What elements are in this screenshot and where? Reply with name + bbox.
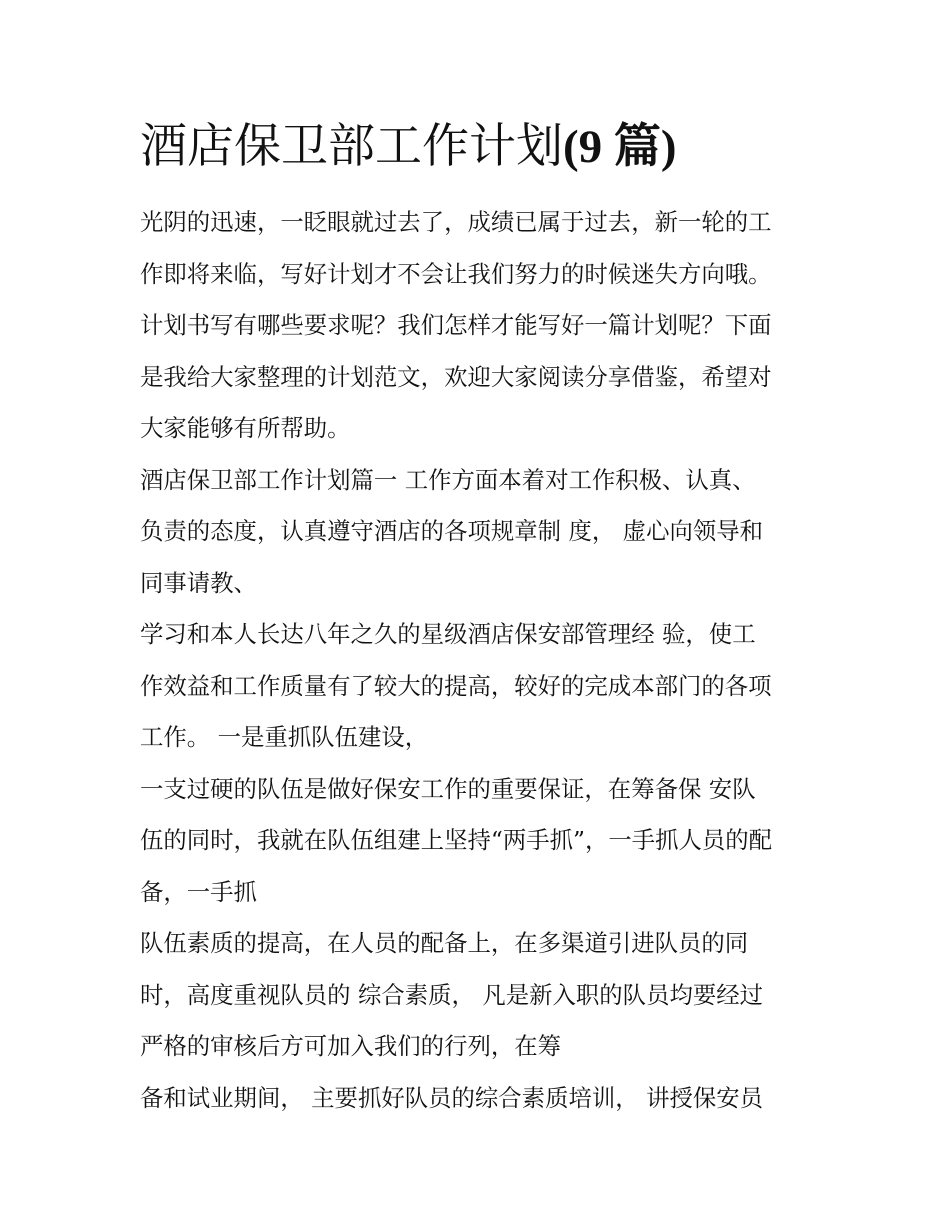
body-line: 作即将来临，写好计划才不会让我们努力的时候迷失方向哦。 <box>140 259 772 288</box>
body-line: 队伍素质的提高，在人员的配备上，在多渠道引进队员的同 <box>140 929 749 957</box>
body-line: 伍的同时，我就在队伍组建上坚持“两手抓”，一手抓人员的配 <box>140 826 773 854</box>
title-count: (9 篇) <box>563 121 677 173</box>
body-line: 同事请教、 <box>140 568 257 597</box>
body-line: 作效益和工作质量有了较大的提高，较好的完成本部门的各项 <box>140 671 772 700</box>
body-line: 一支过硬的队伍是做好保安工作的重要保证，在筹备保 安队 <box>140 774 756 803</box>
body-line: 备，一手抓 <box>140 877 257 906</box>
document-title <box>140 112 677 182</box>
body-line: 严格的审核后方可加入我们的行列，在筹 <box>140 1032 562 1060</box>
body-line: 学习和本人长达八年之久的星级酒店保安部管理经 验，使工 <box>140 620 756 648</box>
body-line: 大家能够有所帮助。 <box>140 414 351 442</box>
body-line: 负责的态度，认真遵守酒店的各项规章制 度， 虚心向领导和 <box>140 517 764 545</box>
body-line: 是我给大家整理的计划范文，欢迎大家阅读分享借鉴，希望对 <box>140 362 772 391</box>
document-body <box>140 197 820 1124</box>
body-line: 酒店保卫部工作计划篇一 工作方面本着对工作积极、认真、 <box>140 465 756 494</box>
body-line: 光阴的迅速，一眨眼就过去了，成绩已属于过去，新一轮的工 <box>140 208 772 236</box>
body-line: 时，高度重视队员的 综合素质， 凡是新入职的队员均要经过 <box>140 980 764 1009</box>
title-text: 酒店保卫部工作计划 <box>140 119 563 174</box>
body-line: 工作。 一是重抓队伍建设， <box>140 723 429 751</box>
body-line: 备和试业期间， 主要抓好队员的综合素质培训， 讲授保安员 <box>140 1083 764 1112</box>
body-line: 计划书写有哪些要求呢？我们怎样才能写好一篇计划呢？下面 <box>140 311 772 339</box>
